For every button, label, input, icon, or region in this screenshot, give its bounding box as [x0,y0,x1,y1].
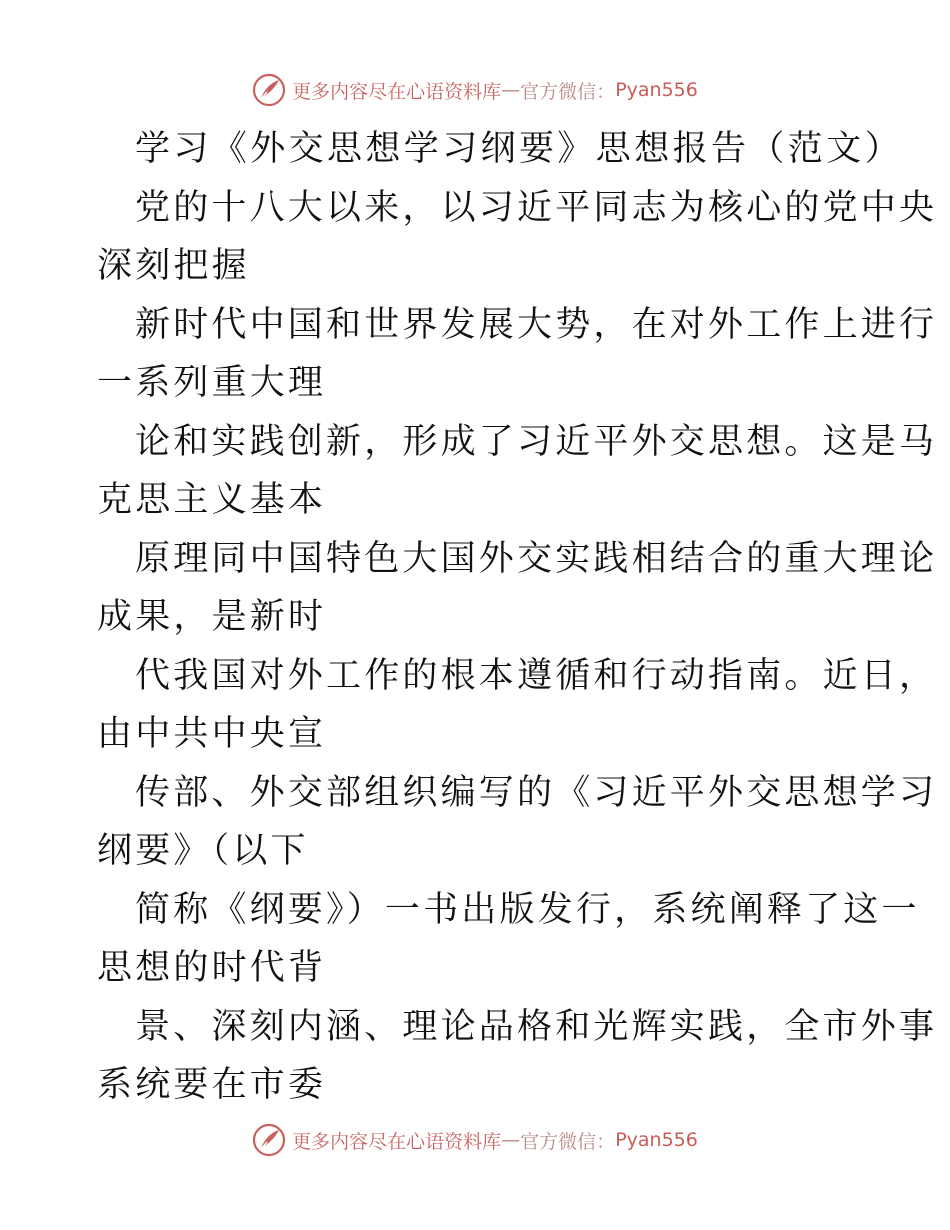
feather-pen-logo-icon [252,1123,286,1157]
paragraph-line: 新时代中国和世界发展大势，在对外工作上进行 [135,304,938,345]
paragraph-line: 景、深刻内涵、理论品格和光辉实践，全市外事 [135,1006,938,1047]
paragraph-line: 成果，是新时 [97,597,327,637]
paragraph-line: 论和实践创新，形成了习近平外交思想。这是马 [135,421,938,462]
banner-dash: — [501,79,521,101]
banner-dash: — [501,1129,521,1151]
banner-wechat-label: 官方微信： [520,1130,616,1153]
paragraph-line: 代我国对外工作的根本遵循和行动指南。近日， [135,655,938,696]
paragraph-line: 系统要在市委 [97,1065,327,1105]
paragraph-line: 传部、外交部组织编写的《习近平外交思想学习 [135,772,938,813]
banner-wechat-id: Pyan556 [615,79,698,101]
paragraph-line: 思想的时代背 [97,948,327,988]
paragraph-line: 党的十八大以来，以习近平同志为核心的党中央 [135,187,938,228]
document-title: 学习《外交思想学习纲要》思想报告（范文） [135,129,904,169]
paragraph-line: 原理同中国特色大国外交实践相结合的重大理论 [135,538,938,579]
paragraph-line: 简称《纲要》）一书出版发行，系统阐释了这一 [135,889,920,930]
banner-wechat-label: 官方微信： [520,80,616,103]
document-body [97,120,938,1115]
feather-pen-logo-icon [252,73,286,107]
paragraph-line: 一系列重大理 [97,363,327,403]
banner-main-text: 更多内容尽在心语资料库 [292,1130,502,1153]
paragraph-line: 克思主义基本 [97,480,327,520]
header-banner [0,72,950,108]
document-lines [97,179,938,1115]
footer-banner [0,1122,950,1158]
paragraph-line: 纲要》（以下 [97,831,309,871]
banner-main-text: 更多内容尽在心语资料库 [292,80,502,103]
paragraph-line: 深刻把握 [97,246,250,286]
paragraph-line: 由中共中央宣 [97,714,327,754]
banner-wechat-id: Pyan556 [615,1129,698,1151]
